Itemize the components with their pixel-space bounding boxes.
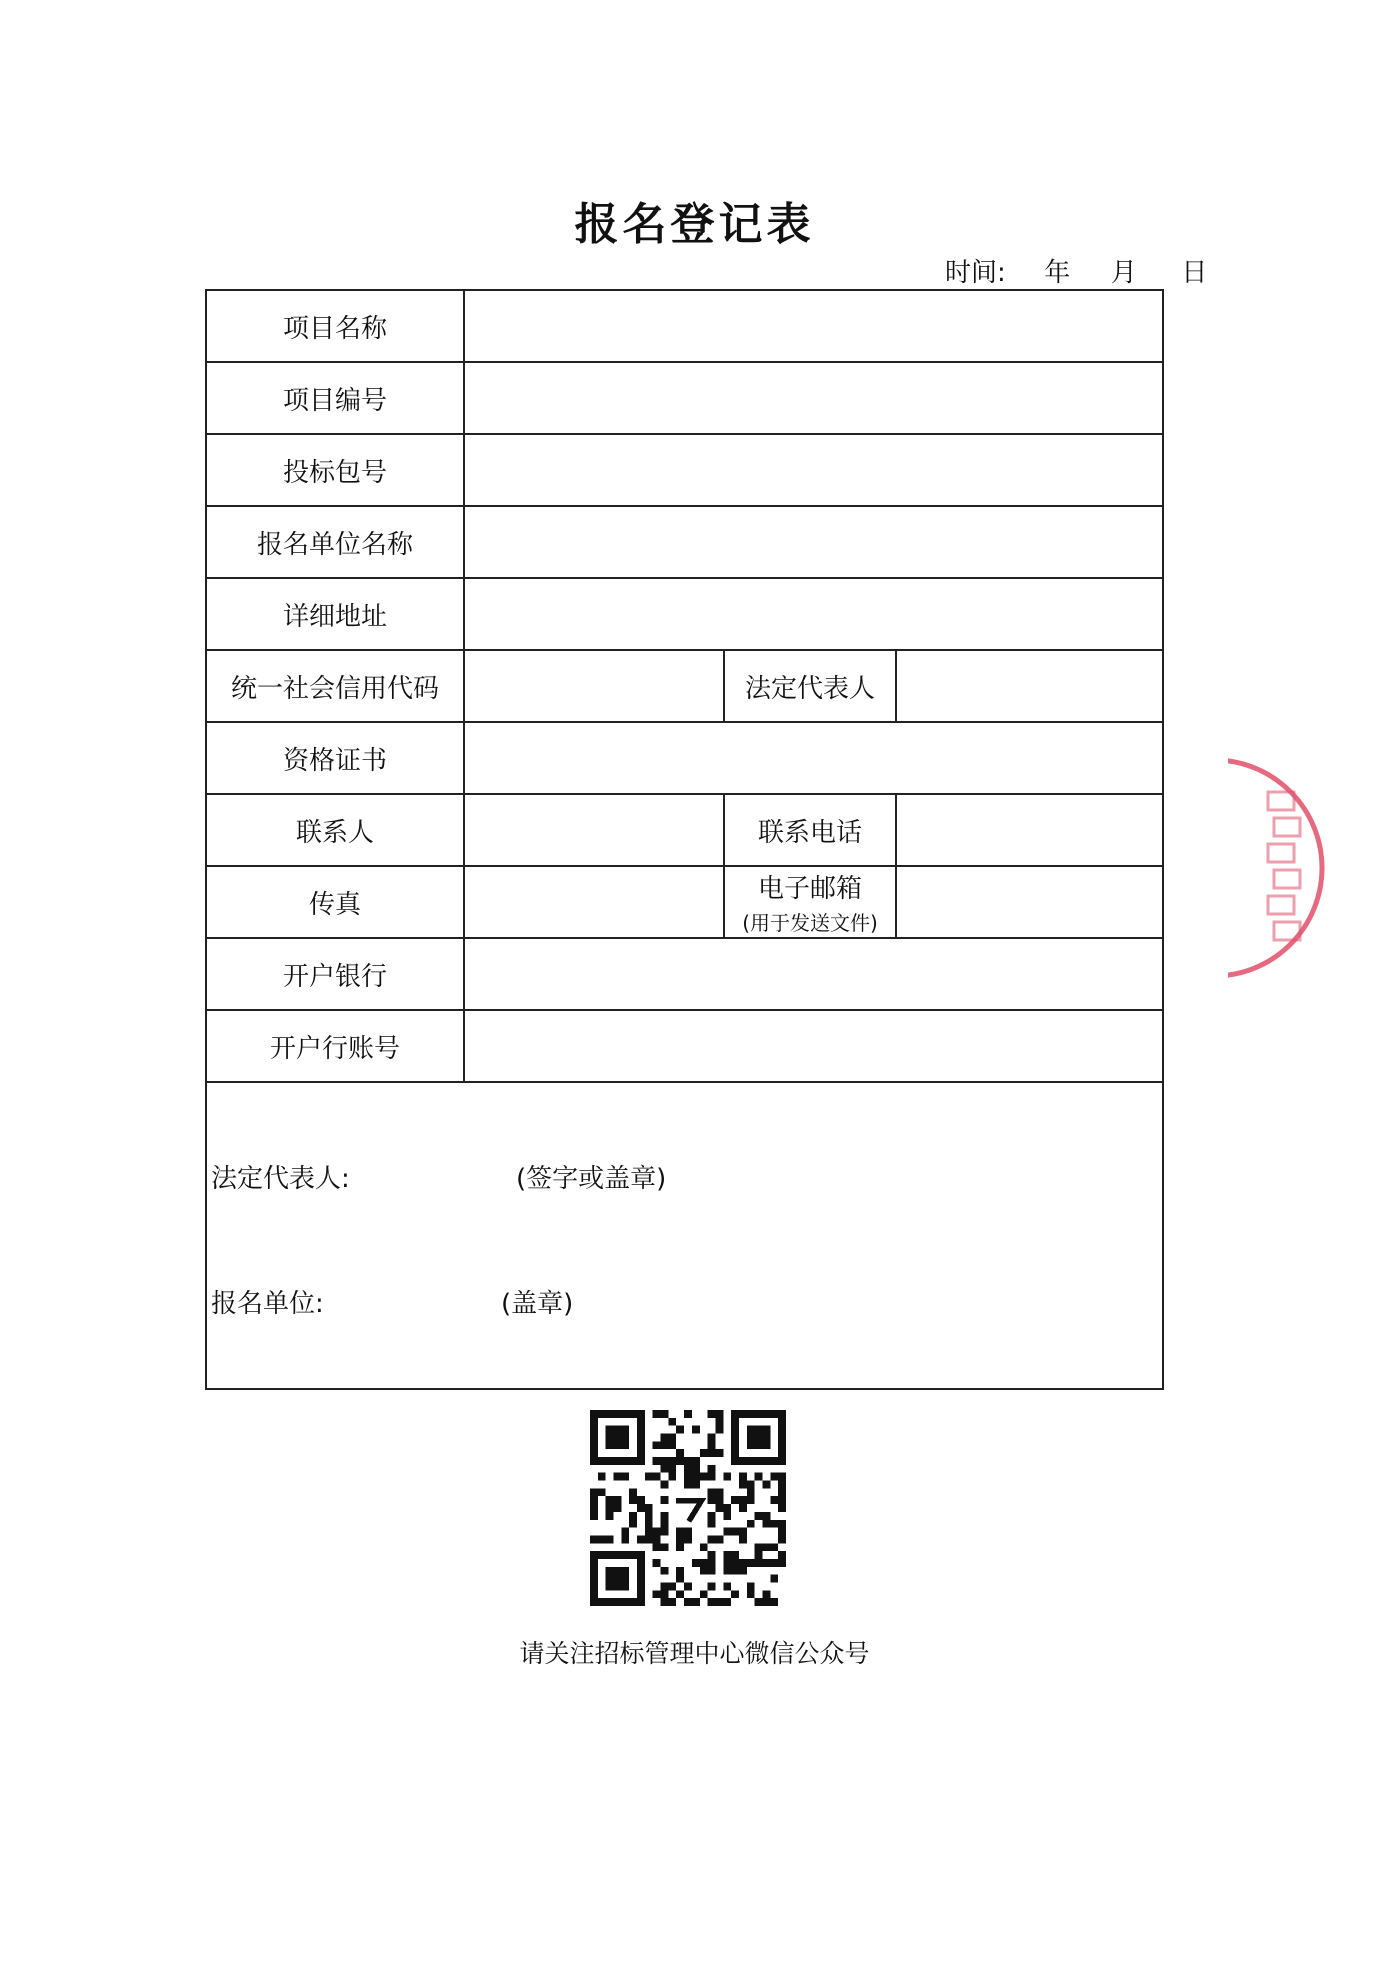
row-label: 项目名称 <box>206 290 464 362</box>
row-address <box>206 578 1163 650</box>
page-title: 报名登记表 <box>574 199 815 250</box>
project-number-field[interactable] <box>464 362 1163 434</box>
credit-code-field[interactable] <box>464 650 724 722</box>
signature-area[interactable] <box>206 1082 1163 1389</box>
fax-field[interactable] <box>464 866 724 938</box>
qr-caption: 请关注招标管理中心微信公众号 <box>519 1639 870 1668</box>
email-label-cell <box>724 866 896 938</box>
row-label: 开户银行 <box>206 938 464 1010</box>
address-field[interactable] <box>464 578 1163 650</box>
unit-sign-label: 报名单位: <box>211 1289 324 1319</box>
unit-sign-note: (盖章) <box>501 1289 574 1319</box>
row-bank <box>206 938 1163 1010</box>
legal-rep-sign-line <box>211 1158 667 1195</box>
row-label-2-sub: (用于发送文件) <box>742 911 878 935</box>
row-bid-package <box>206 434 1163 506</box>
row-fax <box>206 866 1163 938</box>
seal-stamp-icon <box>1228 752 1334 984</box>
row-unit-name <box>206 506 1163 578</box>
row-account <box>206 1010 1163 1082</box>
row-signature <box>206 1082 1163 1389</box>
date-year: 年 <box>1044 258 1071 288</box>
certificate-field[interactable] <box>464 722 1163 794</box>
date-day: 日 <box>1181 258 1208 288</box>
email-field[interactable] <box>896 866 1163 938</box>
row-label: 传真 <box>206 866 464 938</box>
row-label: 统一社会信用代码 <box>206 650 464 722</box>
legal-rep-field[interactable] <box>896 650 1163 722</box>
qr-code-icon <box>590 1410 786 1606</box>
row-credit-code <box>206 650 1163 722</box>
bid-package-field[interactable] <box>464 434 1163 506</box>
row-label-2: 法定代表人 <box>724 650 896 722</box>
row-contact <box>206 794 1163 866</box>
row-certificate <box>206 722 1163 794</box>
project-name-field[interactable] <box>464 290 1163 362</box>
legal-rep-sign-label: 法定代表人: <box>211 1164 350 1194</box>
row-label: 报名单位名称 <box>206 506 464 578</box>
registration-table <box>205 289 1164 1390</box>
date-line <box>945 252 1207 289</box>
row-label: 详细地址 <box>206 578 464 650</box>
date-month: 月 <box>1110 258 1137 288</box>
unit-sign-line <box>211 1283 574 1320</box>
account-field[interactable] <box>464 1010 1163 1082</box>
row-label: 开户行账号 <box>206 1010 464 1082</box>
date-label: 时间: <box>945 258 1006 288</box>
row-label-2: 联系电话 <box>724 794 896 866</box>
bank-field[interactable] <box>464 938 1163 1010</box>
row-label: 资格证书 <box>206 722 464 794</box>
unit-name-field[interactable] <box>464 506 1163 578</box>
row-label-2: 电子邮箱 <box>757 874 862 904</box>
legal-rep-sign-note: (签字或盖章) <box>516 1164 667 1194</box>
row-project-name <box>206 290 1163 362</box>
contact-field[interactable] <box>464 794 724 866</box>
row-label: 投标包号 <box>206 434 464 506</box>
phone-field[interactable] <box>896 794 1163 866</box>
row-label: 项目编号 <box>206 362 464 434</box>
row-label: 联系人 <box>206 794 464 866</box>
row-project-number <box>206 362 1163 434</box>
